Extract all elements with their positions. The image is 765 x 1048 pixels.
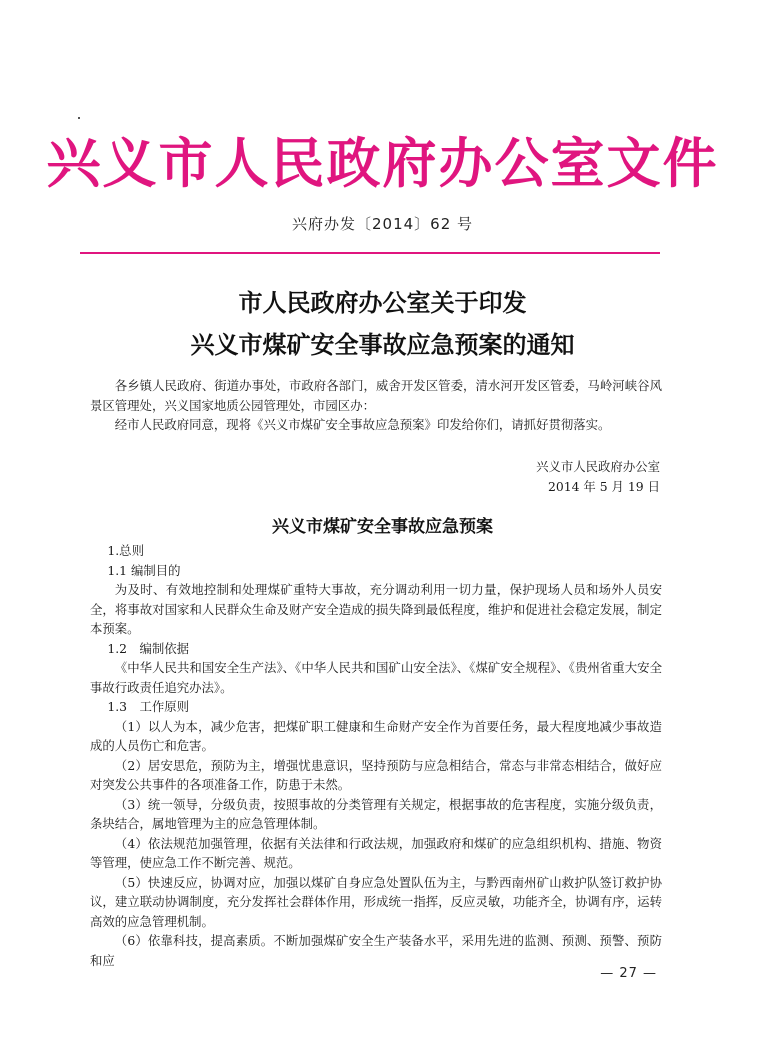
- principle-paragraph: （2）居安思危，预防为主，增强忧患意识，坚持预防与应急相结合，常态与非常态相结合，做好应对突发公共事件的各项准备工作，防患于未然。: [90, 757, 662, 792]
- section-paragraph: 为及时、有效地控制和处理煤矿重特大事故，充分调动利用一切力量，保护现场人员和场外人员安全，将事故对国家和人民群众生命及财产安全造成的损失降到最低程度，维护和促进社会稳定发展，制定本预案。: [90, 582, 662, 636]
- signature-organization: 兴义市人民政府办公室: [536, 459, 660, 474]
- principle-paragraph: （5）快速反应，协调对应，加强以煤矿自身应急处置队伍为主，与黔西南州矿山救护队签订救护协议，建立联动协调制度，充分发挥社会群体作用，形成统一指挥，反应灵敏，功能齐全，协调有序，运转高效的应急管理机制。: [90, 874, 662, 929]
- plan-body: [90, 541, 662, 970]
- section-heading: 1.1 编制目的: [107, 562, 181, 578]
- section-heading: 1.3 工作原则: [107, 699, 190, 714]
- signature-date: 2014 年 5 月 19 日: [547, 479, 660, 494]
- section-heading: 1.2 编制依据: [107, 640, 190, 656]
- notice-body-text: 经市人民政府同意，现将《兴义市煤矿安全事故应急预案》印发给你们，请抓好贯彻落实。: [114, 417, 611, 432]
- principle-paragraph: （6）依靠科技，提高素质。不断加强煤矿安全生产装备水平，采用先进的监测、预测、预警、预防和应: [90, 933, 662, 968]
- principle-paragraph: （1）以人为本，减少危害，把煤矿职工健康和生命财产安全作为首要任务，最大程度地减少事故造成的人员伤亡和危害。: [90, 718, 662, 753]
- section-paragraph: 《中华人民共和国安全生产法》、《中华人民共和国矿山安全法》、《煤矿安全规程》、《贵州省重大安全事故行政责任追究办法》。: [90, 660, 662, 695]
- principle-paragraph: （3）统一领导，分级负责，按照事故的分类管理有关规定，根据事故的危害程度，实施分级负责，条块结合，属地管理为主的应急管理体制。: [90, 796, 662, 831]
- principle-paragraph: （4）依法规范加强管理，依据有关法律和行政法规，加强政府和煤矿的应急组织机构、措施、物资等管理，使应急工作不断完善、规范。: [90, 835, 662, 870]
- notice-title-line-1: 市人民政府办公室关于印发: [238, 288, 527, 317]
- masthead-title: 兴义市人民政府办公室文件: [46, 132, 719, 195]
- document-number: 兴府办发〔2014〕62 号: [291, 215, 474, 233]
- red-divider-line: [80, 252, 660, 254]
- page-number: — 27 —: [600, 966, 657, 981]
- notice-title-line-2: 兴义市煤矿安全事故应急预案的通知: [190, 330, 575, 359]
- section-heading: 1.总则: [107, 543, 144, 558]
- plan-title: 兴义市煤矿安全事故应急预案: [272, 517, 493, 537]
- scan-mark: [78, 117, 80, 119]
- notice-recipients: 各乡镇人民政府、街道办事处，市政府各部门，威舍开发区管委，清水河开发区管委，马岭河峡谷风景区管理处，兴义国家地质公园管理处，市园区办：: [90, 378, 662, 413]
- notice-body: [90, 376, 662, 435]
